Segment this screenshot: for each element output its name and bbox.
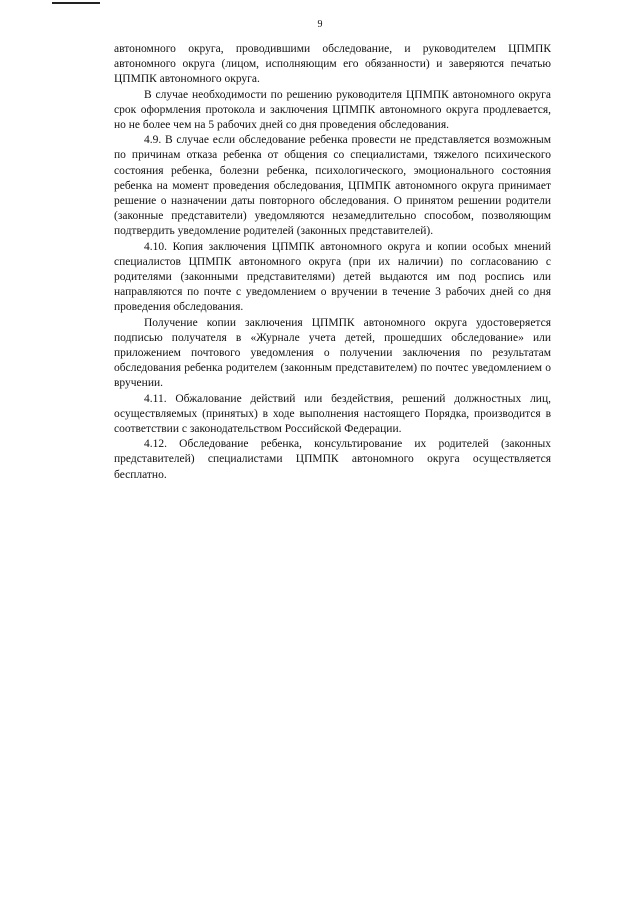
document-body: [114, 42, 551, 483]
page-number: 9: [317, 19, 323, 30]
paragraph-receipt-confirmation: Получение копии заключения ЦПМПК автономного округа удостоверяется подписью получателя в «Журнале учета детей, прошедших обследование» или приложением почтового уведомления о получении заключения по результатам обследования ребенка родителем (законным представителем) по почтес уведомлением о вручении.: [114, 316, 551, 390]
paragraph-4-11: 4.11. Обжалование действий или бездействия, решений должностных лиц, осуществляемых (принятых) в ходе выполнения настоящего Порядка, производится в соответствии с законодательством Российской Федерации.: [114, 392, 551, 436]
paragraph-extension-deadline: В случае необходимости по решению руководителя ЦПМПК автономного округа срок оформления протокола и заключения ЦПМПК автономного округа продлевается, но не более чем на 5 рабочих дней со дня проведения обследования.: [114, 88, 551, 132]
paragraph-4-9: 4.9. В случае если обследование ребенка провести не представляется возможным по причинам отказа ребенка от общения со специалистами, тяжелого психического состояния ребенка, болезни ребенка, психологического, эмоционального состояния ребенка на момент проведения обследования, ЦПМПК автономного округа принимает решение о назначении даты повторного обследования. О принятом решении родители (законные представители) уведомляются незамедлительно способом, позволяющим подтвердить уведомление родителей (законных представителей).: [114, 134, 551, 238]
paragraph-4-12: 4.12. Обследование ребенка, консультирование их родителей (законных представителей) специалистами ЦПМПК автономного округа осуществляется бесплатно.: [114, 438, 551, 481]
paragraph-4-10: 4.10. Копия заключения ЦПМПК автономного округа и копии особых мнений специалистов ЦПМПК автономного округа (при их наличии) по согласованию с родителями (законными представителями) детей выдаются им под роспись или направляются по почте с уведомлением о вручении в течение 3 рабочих дней со дня проведения обследования.: [114, 240, 551, 314]
scan-artifact-line: [52, 2, 100, 4]
paragraph-continuation: автономного округа, проводившими обследование, и руководителем ЦПМПК автономного округа (лицом, исполняющим его обязанности) и заверяются печатью ЦПМПК автономного округа.: [114, 43, 551, 86]
